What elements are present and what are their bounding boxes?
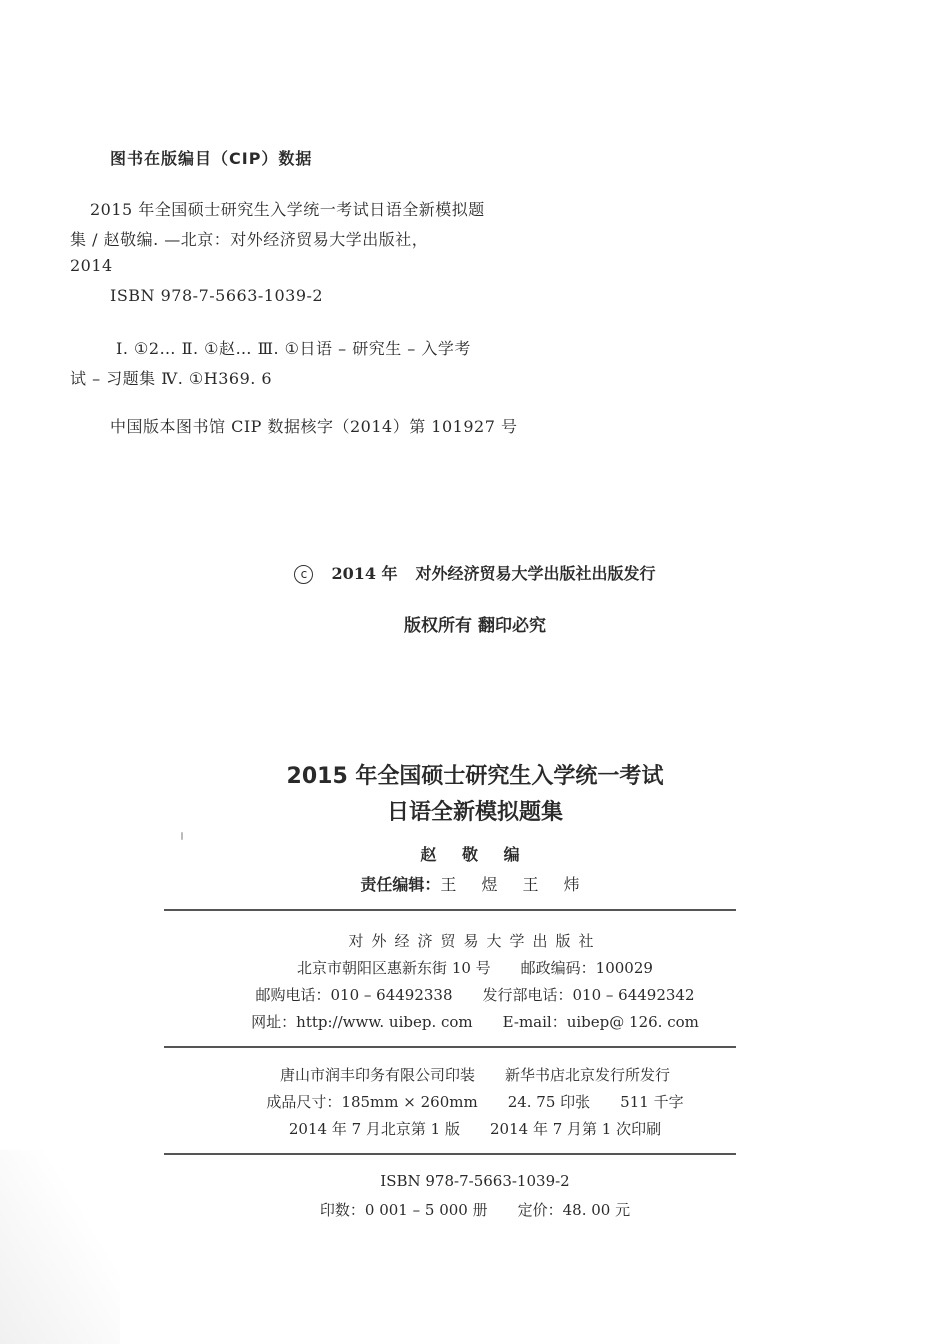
publisher-phones-line	[0, 984, 950, 1005]
printing-line1	[0, 1064, 950, 1085]
distributor: 新华书店北京发行所发行	[505, 1066, 671, 1084]
cip-number: 中国版本图书馆 CIP 数据核字（2014）第 101927 号	[110, 417, 518, 436]
publisher-address: 北京市朝阳区惠新东街 10 号	[297, 959, 491, 977]
rights-reserved: 版权所有 翻印必究	[404, 616, 546, 636]
printing-line3	[0, 1118, 950, 1139]
book-editors	[0, 872, 950, 895]
book-title-line1: 2015 年全国硕士研究生入学统一考试	[286, 764, 664, 789]
cip-entry-line3: 2014	[70, 256, 113, 275]
copyright-publisher: 对外经济贸易大学出版社出版发行	[415, 564, 656, 583]
copyright-icon: c	[294, 565, 313, 584]
cip-entry-line1: 2015 年全国硕士研究生入学统一考试日语全新模拟题	[90, 200, 485, 219]
finished-size: 成品尺寸：185mm × 260mm	[266, 1093, 478, 1111]
cip-heading: 图书在版编目（CIP）数据	[110, 149, 313, 168]
editors-label: 责任编辑：	[360, 875, 441, 894]
footer-print-price-line	[0, 1199, 950, 1220]
scan-speck	[181, 832, 183, 840]
copyright-year: 2014 年	[331, 564, 398, 583]
cip-isbn: ISBN 978-7-5663-1039-2	[110, 286, 324, 305]
copyright-line	[0, 561, 950, 584]
divider-rule-1	[164, 909, 736, 911]
publisher-website[interactable]: 网址：http://www. uibep. com	[251, 1013, 473, 1031]
divider-rule-3	[164, 1153, 736, 1155]
word-count: 511 千字	[620, 1093, 684, 1111]
publisher-postcode: 邮政编码：100029	[520, 959, 653, 977]
edition: 2014 年 7 月北京第 1 版	[288, 1120, 460, 1138]
mail-order-phone: 邮购电话：010 – 64492338	[255, 986, 453, 1004]
book-author: 赵 敬 编	[420, 845, 530, 864]
printer: 唐山市润丰印务有限公司印装	[279, 1066, 475, 1084]
distribution-phone: 发行部电话：010 – 64492342	[482, 986, 695, 1004]
print-run: 印数：0 001 – 5 000 册	[319, 1201, 488, 1219]
printed-sheets: 24. 75 印张	[507, 1093, 591, 1111]
publisher-name: 对外经济贸易大学出版社	[348, 932, 602, 950]
publisher-email[interactable]: E-mail：uibep@ 126. com	[502, 1013, 699, 1031]
publisher-address-line	[0, 957, 950, 978]
divider-rule-2	[164, 1046, 736, 1048]
price: 定价：48. 00 元	[517, 1201, 631, 1219]
printing-run: 2014 年 7 月第 1 次印刷	[490, 1120, 662, 1138]
cip-subject-line1: Ⅰ. ①2… Ⅱ. ①赵… Ⅲ. ①日语 – 研究生 – 入学考	[116, 339, 471, 358]
footer-isbn: ISBN 978-7-5663-1039-2	[380, 1172, 570, 1190]
book-title-line2: 日语全新模拟题集	[386, 800, 563, 825]
publisher-web-line	[0, 1011, 950, 1032]
cip-entry-line2: 集 / 赵敬编. —北京：对外经济贸易大学出版社，	[70, 230, 429, 249]
editors-names: 王 煜 王 炜	[440, 875, 590, 894]
printing-line2	[0, 1091, 950, 1112]
cip-subject-line2: 试 – 习题集 Ⅳ. ①H369. 6	[70, 369, 273, 388]
